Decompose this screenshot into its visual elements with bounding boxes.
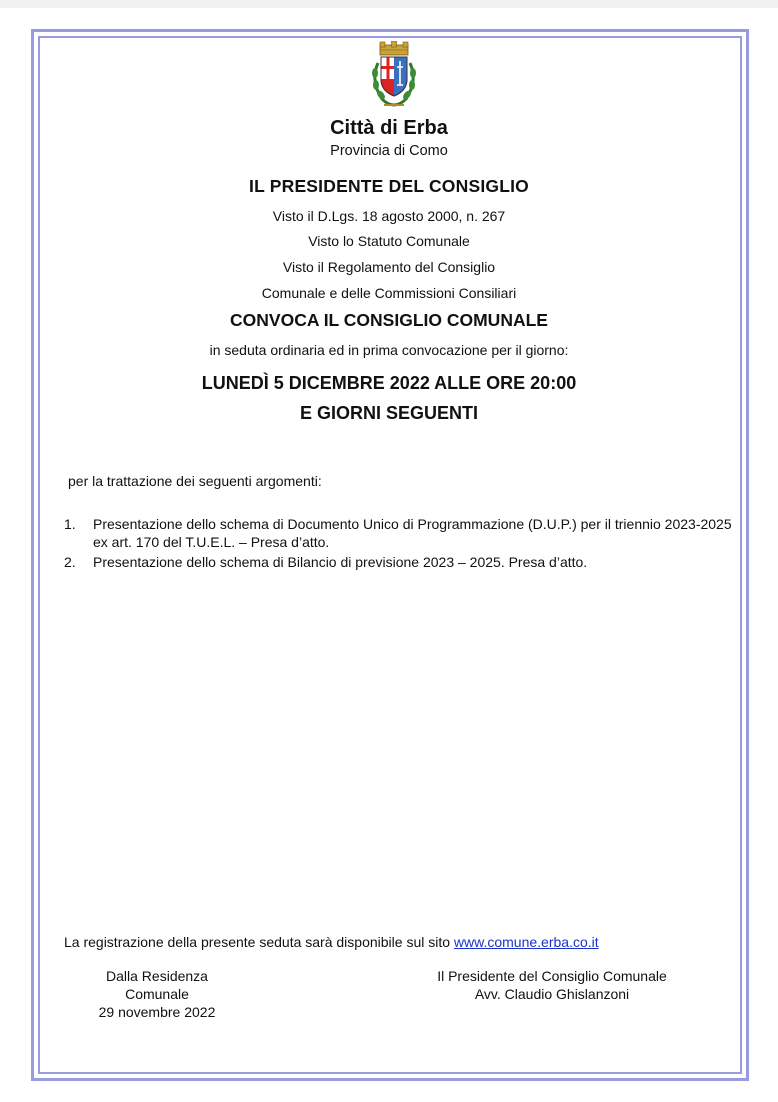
registration-notice xyxy=(64,934,599,950)
agenda-intro: per la trattazione dei seguenti argomenti: xyxy=(68,473,322,489)
agenda-item xyxy=(64,553,736,571)
agenda-item-number: 1. xyxy=(64,516,76,532)
convoca-heading: CONVOCA IL CONSIGLIO COMUNALE xyxy=(230,310,548,330)
preamble-line: Visto il D.Lgs. 18 agosto 2000, n. 267 xyxy=(272,208,506,224)
issue-date: 29 novembre 2022 xyxy=(98,1004,216,1020)
agenda-list xyxy=(64,515,736,573)
preamble-line: Visto lo Statuto Comunale xyxy=(308,233,470,249)
issue-place: Dalla Residenza Comunale xyxy=(106,968,208,1002)
signatory-role: Il Presidente del Consiglio Comunale xyxy=(437,968,667,984)
preamble-line: Visto il Regolamento del Consiglio xyxy=(282,259,496,275)
website-link[interactable]: www.comune.erba.co.it xyxy=(453,934,599,950)
preamble-line: Comunale e delle Commissioni Consiliari xyxy=(261,285,517,301)
meeting-following-days: E GIORNI SEGUENTI xyxy=(299,403,479,423)
issue-place-date xyxy=(74,967,240,1021)
registration-text: La registrazione della presente seduta sarà disponibile sul sito xyxy=(64,934,454,950)
president-heading: IL PRESIDENTE DEL CONSIGLIO xyxy=(249,176,529,196)
province-subtitle: Provincia di Como xyxy=(330,143,448,159)
meeting-date: LUNEDÌ 5 DICEMBRE 2022 ALLE ORE 20:00 xyxy=(201,373,577,393)
signatory-block xyxy=(436,967,668,1003)
session-text: in seduta ordinaria ed in prima convocazione per il giorno: xyxy=(209,342,569,358)
coat-of-arms-icon xyxy=(364,41,424,111)
signatory-name: Avv. Claudio Ghislanzoni xyxy=(474,986,630,1002)
agenda-item xyxy=(64,515,736,551)
agenda-item-text: Presentazione dello schema di Bilancio di previsione 2023 – 2025. Presa d’atto. xyxy=(93,554,588,570)
agenda-item-number: 2. xyxy=(64,554,76,570)
agenda-item-text: Presentazione dello schema di Documento Unico di Programmazione (D.U.P.) per il triennio 2023-2025 ex art. 170 del T.U.E.L. – Presa d’atto. xyxy=(93,516,732,550)
page-top-strip xyxy=(0,0,778,8)
city-title: Città di Erba xyxy=(330,117,448,139)
